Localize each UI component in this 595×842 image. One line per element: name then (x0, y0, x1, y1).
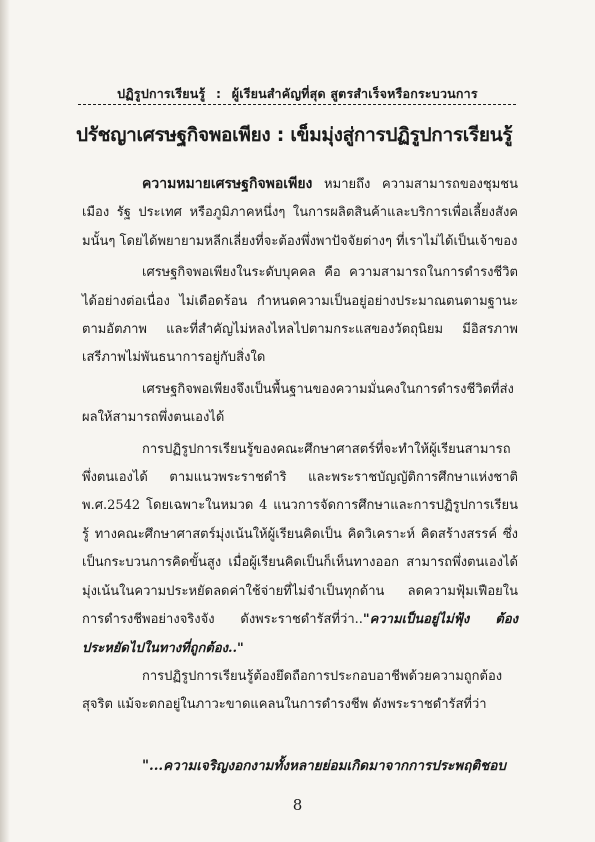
body-text (82, 170, 518, 723)
paragraph-individual-level: เศรษฐกิจพอเพียงในระดับบุคคล คือ ความสามารถในการดำรงชีวิตได้อย่างต่อเนื่อง ไม่เดือดร้อน กำหนดความเป็นอยู่อย่างประมาณตนตามฐานะ ตามอัตภาพ และที่สำคัญไม่หลงไหลไปตามกระแสของวัตถุนิยม มีอิสรภาพ เสรีภาพไม่พันธนาการอยู่กับสิ่งใด (82, 265, 518, 366)
paragraph-definition (82, 170, 518, 256)
definition-term: ความหมายเศรษฐกิจพอเพียง (142, 176, 313, 192)
paragraph-education-reform (82, 436, 518, 663)
running-header (0, 84, 595, 104)
header-separator: : (215, 86, 222, 101)
paragraph-foundation: เศรษฐกิจพอเพียงจึงเป็นพื้นฐานของความมั่นคงในการดำรงชีวิตที่ส่งผลให้สามารถพึ่งตนเองได้ (82, 381, 514, 426)
reform-text: การปฏิรูปการเรียนรู้ของคณะศึกษาศาสตร์ที่จะทำให้ผู้เรียนสามารถพึ่งตนเองได้ ตามแนวพระราชดำริ และพระราชบัญญัติการศึกษาแห่งชาติ พ.ศ.2542 โดยเฉพาะในหมวด 4 แนวการจัดการศึกษาและการปฏิรูปการเรียนรู้ ทางคณะศึกษาศาสตร์มุ่งเน้นให้ผู้เรียนคิดเป็น คิดวิเคราะห์ คิดสร้างสรรค์ ซึ่งเป็นกระบวนการคิดขั้นสูง เมื่อผู้เรียนคิดเป็นก็เห็นทางออก สามารถพึ่งตนเองได้ มุ่งเน้นในความประหยัดลดค่าใช้จ่ายที่ไม่จำเป็นทุกด้าน ลดความฟุ้มเฟือยในการดำรงชีพอย่างจริงจัง ดังพระราชดำรัสที่ว่า.. (82, 441, 518, 628)
header-dashed-rule (78, 104, 516, 105)
royal-quote-frugality: "ความเป็นอยู่ไม่ฟุ้ง ต้องประหยัดไปในทางที่ถูกต้อง.." (82, 612, 518, 656)
page-number: 8 (292, 796, 303, 814)
definition-text: หมายถึง ความสามารถของชุมชน เมือง รัฐ ประเทศ หรือภูมิภาคหนึ่งๆ ในการผลิตสินค้าและบริการเพื่อเลี้ยงสังคมนั้นๆ โดยได้พยายามหลีกเลี่ยงที่จะต้องพึ่งพาปัจจัยต่างๆ ที่เราไม่ได้เป็นเจ้าของ (82, 177, 518, 249)
royal-quote-prosperity: "...ความเจริญงอกงามทั้งหลายย่อมเกิดมาจากการประพฤติชอบ (142, 758, 506, 774)
page-edge-shadow (0, 0, 10, 842)
paragraph-honest-occupation: การปฏิรูปการเรียนรู้ต้องยึดถือการประกอบอาชีพด้วยความถูกต้องสุจริต แม้จะตกอยู่ในภาวะขาดแคลนในการดำรงชีพ ดังพระราชดำรัสที่ว่า (82, 668, 503, 713)
page-title: ปรัชญาเศรษฐกิจพอเพียง : เข็มมุ่งสู่การปฏิรูปการเรียนรู้ (76, 124, 513, 146)
header-right: ผู้เรียนสำคัญที่สุด สูตรสำเร็จหรือกระบวนการ (231, 86, 478, 101)
header-left: ปฏิรูปการเรียนรู้ (117, 86, 206, 101)
